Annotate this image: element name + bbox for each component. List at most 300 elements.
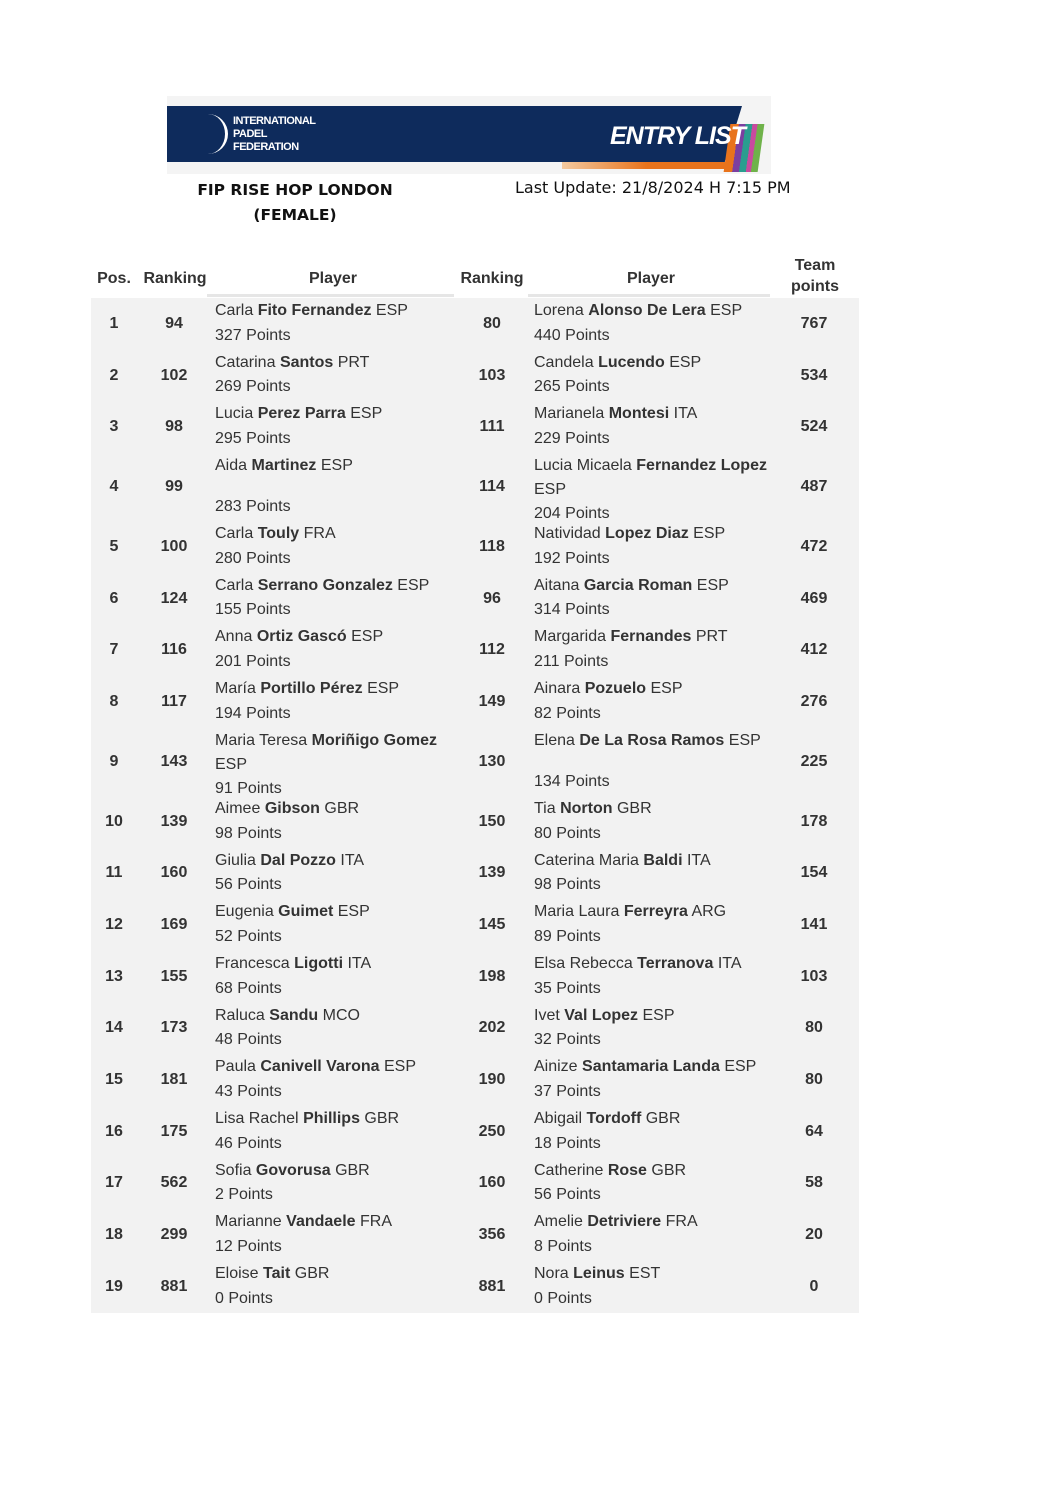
- player-first-name: Marianela: [534, 405, 605, 423]
- player-name: [215, 351, 460, 375]
- table-row: [91, 1106, 859, 1158]
- ranking-1: 181: [160, 1071, 188, 1089]
- player-cell: [534, 1003, 774, 1055]
- header-pos: Pos.: [97, 270, 131, 287]
- table-row: [91, 1158, 859, 1210]
- player-last-name: Moriñigo Gomez: [311, 731, 437, 749]
- player-first-name: Sofia: [215, 1161, 252, 1179]
- team-points: 469: [800, 589, 828, 607]
- fip-logo-text: [233, 115, 316, 154]
- ranking-2: 103: [478, 366, 506, 384]
- header-team-points-line: points: [791, 278, 839, 295]
- ranking-1: 169: [160, 916, 188, 934]
- player-first-name: Eloise: [215, 1265, 259, 1282]
- ranking-2: 150: [478, 812, 506, 830]
- player-first-name: Carla: [215, 525, 254, 543]
- player-first-name: Nora: [534, 1265, 569, 1282]
- position: 16: [105, 1122, 123, 1140]
- player-last-name: Leinus: [573, 1265, 625, 1282]
- position: 12: [105, 916, 123, 934]
- position: 7: [109, 641, 119, 659]
- ranking-1: 99: [165, 478, 183, 496]
- player-name: [534, 1004, 774, 1028]
- ranking-2: 356: [478, 1226, 506, 1244]
- player-nationality: ESP: [350, 405, 383, 423]
- player-nationality: GBR: [294, 1265, 330, 1282]
- player-name: [534, 849, 774, 873]
- player-points: 8 Points: [534, 1238, 592, 1255]
- player-nationality: ESP: [728, 731, 761, 749]
- position: 17: [105, 1174, 123, 1192]
- player-last-name: Fito Fernandez: [257, 302, 372, 319]
- player-first-name: Lorena: [534, 302, 584, 319]
- player-cell: [215, 573, 460, 625]
- player-last-name: Fernandes: [610, 628, 692, 646]
- player-first-name: Catarina: [215, 353, 276, 371]
- player-points: 0 Points: [534, 1289, 592, 1307]
- player-nationality: GBR: [651, 1161, 687, 1179]
- header-underline: [207, 294, 454, 297]
- player-nationality: ESP: [710, 302, 743, 319]
- team-points: 178: [800, 812, 828, 830]
- player-cell: [534, 848, 774, 900]
- player-name: [534, 1210, 774, 1234]
- table-row: [91, 951, 859, 1003]
- player-points: 56 Points: [534, 1186, 601, 1204]
- player-first-name: Catherine: [534, 1161, 604, 1179]
- team-points: 487: [800, 478, 828, 496]
- player-last-name: Govorusa: [255, 1161, 331, 1179]
- player-first-name: Ainara: [534, 680, 581, 698]
- player-nationality: ESP: [351, 628, 384, 646]
- player-cell: [534, 728, 774, 796]
- player-last-name: Tait: [263, 1265, 291, 1282]
- player-points: 48 Points: [215, 1031, 282, 1049]
- player-first-name: María: [215, 680, 256, 698]
- table-row: [91, 401, 859, 453]
- player-first-name: Marianne: [215, 1213, 282, 1231]
- player-name: [215, 574, 460, 598]
- entry-table: [91, 298, 859, 1313]
- player-points: 37 Points: [534, 1082, 601, 1100]
- player-name: [215, 1055, 460, 1079]
- player-nationality: GBR: [335, 1161, 370, 1179]
- player-nationality: ARG: [691, 903, 727, 921]
- position: 19: [105, 1277, 123, 1295]
- ranking-2: 160: [478, 1174, 506, 1192]
- player-last-name: Vandaele: [286, 1213, 356, 1231]
- player-points: 194 Points: [215, 704, 291, 722]
- table-row: [91, 573, 859, 625]
- ranking-1: 94: [165, 314, 183, 332]
- player-cell: [215, 796, 460, 848]
- player-last-name: Ortiz Gascó: [256, 628, 347, 646]
- player-nationality: ESP: [724, 1058, 757, 1076]
- position: 10: [105, 812, 123, 830]
- player-first-name: Lucia Micaela: [534, 457, 632, 475]
- player-points: 43 Points: [215, 1082, 282, 1100]
- player-last-name: Norton: [560, 799, 613, 817]
- player-points: 314 Points: [534, 601, 610, 619]
- player-name: [534, 1159, 774, 1183]
- player-first-name: Ivet: [534, 1006, 560, 1024]
- player-name: [215, 1210, 460, 1234]
- header-player-1: Player: [308, 270, 358, 287]
- ranking-1: 98: [165, 418, 183, 436]
- player-cell: [534, 624, 774, 676]
- position: 14: [105, 1019, 123, 1037]
- player-name: [534, 574, 774, 598]
- player-nationality: ESP: [693, 525, 726, 543]
- table-row: [91, 728, 859, 796]
- ranking-2: 96: [483, 589, 501, 607]
- table-row: [91, 848, 859, 900]
- position: 13: [105, 967, 123, 985]
- player-cell: [215, 298, 460, 350]
- player-last-name: Phillips: [303, 1109, 360, 1127]
- player-cell: [215, 1209, 460, 1261]
- ranking-1: 155: [160, 967, 188, 985]
- player-nationality: ITA: [673, 405, 698, 423]
- ranking-1: 173: [160, 1019, 188, 1037]
- player-nationality: ESP: [215, 755, 248, 773]
- player-first-name: Carla: [215, 302, 254, 319]
- team-points: 141: [800, 916, 828, 934]
- ranking-2: 202: [478, 1019, 506, 1037]
- team-points: 472: [800, 537, 828, 555]
- last-update: Last Update: 21/8/2024 H 7:15 PM: [515, 178, 791, 197]
- player-last-name: Dal Pozzo: [260, 851, 336, 869]
- position: 9: [109, 752, 119, 770]
- player-last-name: Perez Parra: [257, 405, 346, 423]
- ranking-1: 139: [160, 812, 188, 830]
- team-points: 20: [805, 1226, 823, 1244]
- player-points: 2 Points: [215, 1186, 273, 1204]
- team-points: 276: [800, 692, 828, 710]
- player-last-name: Canivell Varona: [260, 1058, 380, 1076]
- player-nationality: GBR: [324, 799, 360, 817]
- ranking-2: 881: [478, 1277, 506, 1295]
- player-cell: [534, 401, 774, 453]
- ranking-1: 117: [161, 692, 187, 710]
- player-nationality: FRA: [665, 1213, 698, 1231]
- player-name: [215, 1159, 460, 1183]
- ranking-1: 143: [160, 752, 188, 770]
- header-ranking-2: Ranking: [460, 270, 524, 287]
- player-nationality: ESP: [337, 903, 370, 921]
- player-cell: [215, 1003, 460, 1055]
- player-first-name: Giulia: [215, 851, 256, 869]
- player-points: 204 Points: [534, 505, 610, 523]
- header-underline: [528, 294, 770, 297]
- player-points: 134 Points: [534, 772, 610, 790]
- player-last-name: Alonso De Lera: [588, 302, 706, 319]
- player-points: 52 Points: [215, 927, 282, 945]
- player-name: [215, 729, 460, 777]
- player-cell: [215, 1158, 460, 1210]
- player-cell: [534, 1054, 774, 1106]
- header-ranking-1: Ranking: [143, 270, 207, 287]
- player-points: 68 Points: [215, 979, 282, 997]
- player-last-name: Lucendo: [598, 353, 665, 371]
- player-nationality: ESP: [375, 302, 408, 319]
- player-cell: [215, 951, 460, 1003]
- player-points: 265 Points: [534, 378, 610, 396]
- player-points: 283 Points: [215, 498, 291, 516]
- position: 15: [105, 1071, 123, 1089]
- ranking-2: 250: [478, 1122, 506, 1140]
- player-points: 56 Points: [215, 876, 282, 894]
- position: 6: [109, 589, 119, 607]
- player-nationality: ESP: [397, 576, 430, 594]
- player-first-name: Elsa Rebecca: [534, 954, 633, 972]
- ranking-1: 881: [160, 1277, 188, 1295]
- player-points: 280 Points: [215, 549, 291, 567]
- table-row: [91, 521, 859, 573]
- player-name: [215, 952, 460, 976]
- logo-line: PADEL: [233, 128, 267, 140]
- player-name: [215, 1107, 460, 1131]
- player-first-name: Natividad: [534, 525, 601, 543]
- ranking-2: 190: [478, 1071, 506, 1089]
- player-first-name: Lisa Rachel: [215, 1109, 299, 1127]
- banner-orange-stripe: [562, 162, 732, 169]
- position: 1: [109, 314, 119, 332]
- player-cell: [215, 1261, 460, 1313]
- player-cell: [534, 350, 774, 402]
- logo-line: INTERNATIONAL: [233, 115, 316, 127]
- player-last-name: Gibson: [264, 799, 320, 817]
- player-nationality: PRT: [695, 628, 728, 646]
- player-points: 229 Points: [534, 430, 610, 448]
- player-cell: [534, 453, 774, 521]
- player-name: [534, 900, 774, 924]
- team-points: 0: [809, 1277, 819, 1295]
- team-points: 534: [800, 366, 828, 384]
- table-row: [91, 796, 859, 848]
- player-points: 192 Points: [534, 549, 610, 567]
- player-name: [534, 952, 774, 976]
- header-player-2: Player: [626, 270, 676, 287]
- player-name: [215, 522, 460, 546]
- player-nationality: ITA: [347, 954, 372, 972]
- ranking-1: 100: [160, 537, 188, 555]
- player-points: 440 Points: [534, 326, 610, 344]
- player-cell: [215, 401, 460, 453]
- player-last-name: Baldi: [643, 851, 683, 869]
- event-category: (FEMALE): [253, 206, 337, 224]
- team-points: 64: [805, 1122, 823, 1140]
- player-points: 201 Points: [215, 653, 291, 671]
- player-first-name: Elena: [534, 731, 575, 749]
- event-title: [190, 178, 400, 228]
- player-first-name: Tia: [534, 799, 556, 817]
- player-nationality: ESP: [669, 353, 702, 371]
- player-first-name: Francesca: [215, 954, 290, 972]
- player-cell: [215, 899, 460, 951]
- player-points: 18 Points: [534, 1134, 601, 1152]
- player-name: [215, 900, 460, 924]
- table-row: [91, 453, 859, 521]
- player-points: 155 Points: [215, 601, 291, 619]
- player-first-name: Anna: [215, 628, 253, 646]
- position: 8: [109, 692, 119, 710]
- team-points: 225: [800, 752, 828, 770]
- player-name: [534, 522, 774, 546]
- player-name: [534, 1107, 774, 1131]
- player-nationality: GBR: [616, 799, 652, 817]
- player-cell: [215, 624, 460, 676]
- player-last-name: Sandu: [269, 1006, 319, 1024]
- player-nationality: ESP: [534, 481, 567, 499]
- player-last-name: Guimet: [278, 903, 334, 921]
- ranking-2: 111: [479, 418, 505, 436]
- player-name: [215, 677, 460, 701]
- player-nationality: ITA: [686, 851, 711, 869]
- player-last-name: Val Lopez: [564, 1006, 639, 1024]
- player-nationality: ESP: [384, 1058, 417, 1076]
- player-name: [215, 299, 460, 323]
- player-points: 32 Points: [534, 1031, 601, 1049]
- player-last-name: Rose: [607, 1161, 647, 1179]
- player-last-name: Santamaria Landa: [582, 1058, 720, 1076]
- player-points: 91 Points: [215, 779, 282, 797]
- player-nationality: ESP: [642, 1006, 675, 1024]
- player-cell: [215, 848, 460, 900]
- player-name: [215, 625, 460, 649]
- player-points: 327 Points: [215, 326, 291, 344]
- table-row: [91, 1261, 859, 1313]
- player-cell: [215, 453, 460, 521]
- player-last-name: Garcia Roman: [583, 576, 693, 594]
- table-row: [91, 624, 859, 676]
- fip-entry-list-banner: [167, 96, 771, 174]
- ranking-1: 124: [160, 589, 188, 607]
- event-name: FIP RISE HOP LONDON: [197, 181, 393, 199]
- team-points: 767: [800, 314, 828, 332]
- table-row: [91, 350, 859, 402]
- player-last-name: Pozuelo: [584, 680, 647, 698]
- player-cell: [215, 676, 460, 728]
- ranking-2: 130: [478, 752, 506, 770]
- ranking-2: 114: [479, 478, 505, 496]
- team-points: 103: [800, 967, 828, 985]
- position: 3: [109, 418, 119, 436]
- ranking-2: 118: [479, 537, 505, 555]
- table-row: [91, 1003, 859, 1055]
- player-name: [534, 351, 774, 375]
- player-last-name: Montesi: [608, 405, 670, 423]
- player-first-name: Caterina Maria: [534, 851, 639, 869]
- table-row: [91, 298, 859, 350]
- player-cell: [215, 1106, 460, 1158]
- banner-title: ENTRY LIST: [610, 122, 745, 150]
- ranking-2: 139: [478, 864, 506, 882]
- player-last-name: Lopez Diaz: [605, 525, 689, 543]
- player-nationality: ESP: [696, 576, 729, 594]
- player-cell: [534, 1209, 774, 1261]
- player-last-name: Ligotti: [294, 954, 344, 972]
- player-last-name: Touly: [257, 525, 300, 543]
- team-points: 412: [800, 641, 828, 659]
- player-last-name: Terranova: [637, 954, 714, 972]
- player-first-name: Carla: [215, 576, 254, 594]
- player-first-name: Aida: [215, 457, 248, 475]
- player-nationality: ESP: [367, 680, 400, 698]
- player-cell: [534, 298, 774, 350]
- position: 4: [109, 478, 119, 496]
- player-name: [534, 797, 774, 821]
- player-first-name: Margarida: [534, 628, 607, 646]
- player-name: [534, 454, 774, 502]
- player-name: [534, 1262, 774, 1286]
- player-nationality: GBR: [645, 1109, 681, 1127]
- table-row: [91, 1054, 859, 1106]
- player-cell: [215, 1054, 460, 1106]
- player-last-name: Fernandez Lopez: [636, 457, 767, 475]
- player-name: [215, 454, 460, 478]
- player-first-name: Raluca: [215, 1006, 265, 1024]
- player-first-name: Ainize: [534, 1058, 578, 1076]
- player-name: [215, 797, 460, 821]
- team-points: 154: [800, 864, 828, 882]
- player-first-name: Candela: [534, 353, 594, 371]
- ranking-1: 175: [160, 1122, 188, 1140]
- team-points: 58: [805, 1174, 823, 1192]
- ranking-1: 562: [160, 1174, 188, 1192]
- player-cell: [534, 676, 774, 728]
- player-points: 98 Points: [215, 824, 282, 842]
- ranking-2: 145: [478, 916, 506, 934]
- player-name: [215, 849, 460, 873]
- table-row: [91, 676, 859, 728]
- logo-line: FEDERATION: [233, 141, 299, 153]
- player-name: [534, 729, 774, 753]
- ranking-2: 149: [478, 692, 506, 710]
- header-team-points: [780, 255, 850, 297]
- player-cell: [534, 573, 774, 625]
- player-nationality: GBR: [364, 1109, 400, 1127]
- player-first-name: Maria Teresa: [215, 731, 308, 749]
- player-first-name: Paula: [215, 1058, 256, 1076]
- player-name: [215, 1004, 460, 1028]
- player-cell: [534, 521, 774, 573]
- player-points: 98 Points: [534, 876, 601, 894]
- player-nationality: PRT: [337, 353, 370, 371]
- player-first-name: Lucia: [215, 405, 254, 423]
- ranking-1: 102: [160, 366, 188, 384]
- team-points: 80: [805, 1071, 823, 1089]
- player-points: 0 Points: [215, 1289, 273, 1307]
- player-nationality: MCO: [322, 1006, 360, 1024]
- player-first-name: Eugenia: [215, 903, 274, 921]
- player-nationality: FRA: [359, 1213, 392, 1231]
- player-points: 35 Points: [534, 979, 601, 997]
- player-name: [215, 402, 460, 426]
- player-last-name: De La Rosa Ramos: [579, 731, 725, 749]
- header-team-points-line: Team: [794, 257, 836, 274]
- player-first-name: Aimee: [215, 799, 261, 817]
- player-name: [534, 299, 774, 323]
- player-last-name: Serrano Gonzalez: [257, 576, 393, 594]
- player-first-name: Aitana: [534, 576, 580, 594]
- team-points: 524: [800, 418, 828, 436]
- player-last-name: Detriviere: [587, 1213, 662, 1231]
- player-last-name: Tordoff: [586, 1109, 642, 1127]
- player-points: 269 Points: [215, 378, 291, 396]
- table-row: [91, 899, 859, 951]
- ranking-1: 299: [160, 1226, 188, 1244]
